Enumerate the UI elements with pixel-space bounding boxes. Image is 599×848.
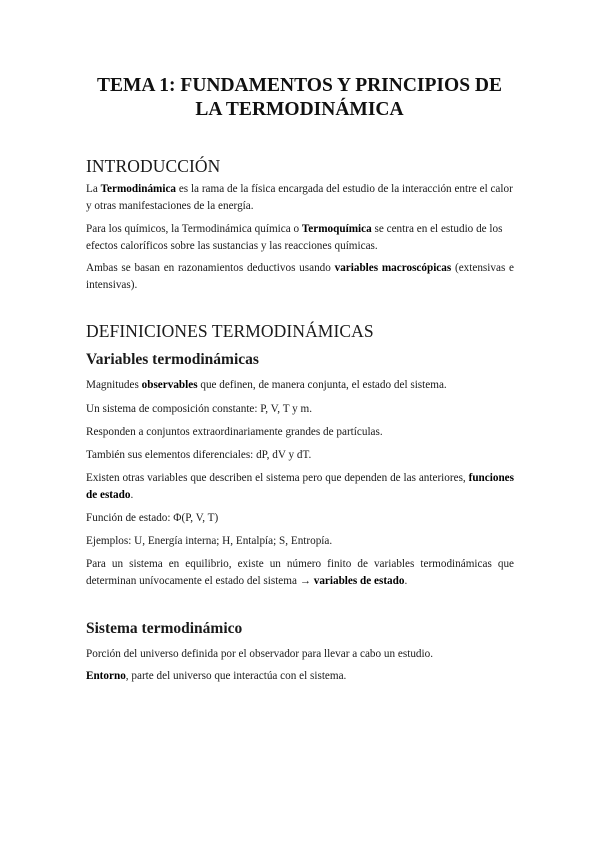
section-heading-definiciones: DEFINICIONES TERMODINÁMICAS [86,321,374,341]
text-run: es la rama de la física encargada del estudio de la interacción entre el calor y otras manifestaciones de la energía. [86,183,513,212]
bold-term: funciones de estado [86,472,514,501]
paragraph-funcion-de-estado-phi: Función de estado: Φ(P, V, T) [86,512,219,524]
text-run: Para un sistema en equilibrio, existe un número finito de variables termodinámicas que determinan unívocamente el estado del sistema → [86,558,514,587]
bold-term: variables macroscópicas [334,262,452,274]
bold-term: variables de estado [313,575,405,587]
text-run: . [130,489,134,501]
paragraph-termodinamica-definition [86,181,514,215]
paragraph-elementos-diferenciales: También sus elementos diferenciales: dP, dV y dT. [86,449,312,461]
text-run: Ambas se basan en razonamientos deductivos usando [86,262,335,274]
text-run: Para los químicos, la Termodinámica química o [86,223,302,235]
paragraph-ejemplos: Ejemplos: U, Energía interna; H, Entalpía; S, Entropía. [86,535,333,547]
text-run: Magnitudes [86,379,142,391]
text-run: que definen, de manera conjunta, el estado del sistema. [197,379,447,391]
subsection-heading-sistema: Sistema termodinámico [86,620,243,637]
document-title [60,74,539,122]
bold-term: Entorno [86,670,126,682]
text-run: . [404,575,408,587]
bold-term: observables [141,379,198,391]
bold-term: Termoquímica [301,223,372,235]
text-run: La [86,183,101,195]
paragraph-magnitudes-observables [86,377,514,394]
document-title-line-2: LA TERMODINÁMICA [195,99,404,120]
text-run: , parte del universo que interactúa con el sistema. [125,670,347,682]
paragraph-conjuntos-particulas: Responden a conjuntos extraordinariamente grandes de partículas. [86,426,383,438]
paragraph-porcion-del-universo: Porción del universo definida por el observador para llevar a cabo un estudio. [86,648,434,660]
text-run: (extensivas e intensivas). [86,262,514,291]
bold-term: Termodinámica [100,183,177,195]
paragraph-funciones-de-estado [86,470,514,504]
section-heading-introduccion: INTRODUCCIÓN [86,156,221,176]
text-run: Existen otras variables que describen el sistema pero que dependen de las anteriores, [86,472,469,484]
paragraph-variables-macroscopicas [86,260,514,294]
document-title-line-1: TEMA 1: FUNDAMENTOS Y PRINCIPIOS DE [96,75,502,96]
paragraph-termoquimica [86,221,514,255]
paragraph-entorno [86,668,514,685]
text-run: se centra en el estudio de los efectos caloríficos sobre las sustancias y las reacciones químicas. [86,223,503,252]
subsection-heading-variables: Variables termodinámicas [86,351,259,368]
paragraph-variables-de-estado [86,556,514,590]
paragraph-composicion-constante: Un sistema de composición constante: P, V, T y m. [86,403,313,415]
